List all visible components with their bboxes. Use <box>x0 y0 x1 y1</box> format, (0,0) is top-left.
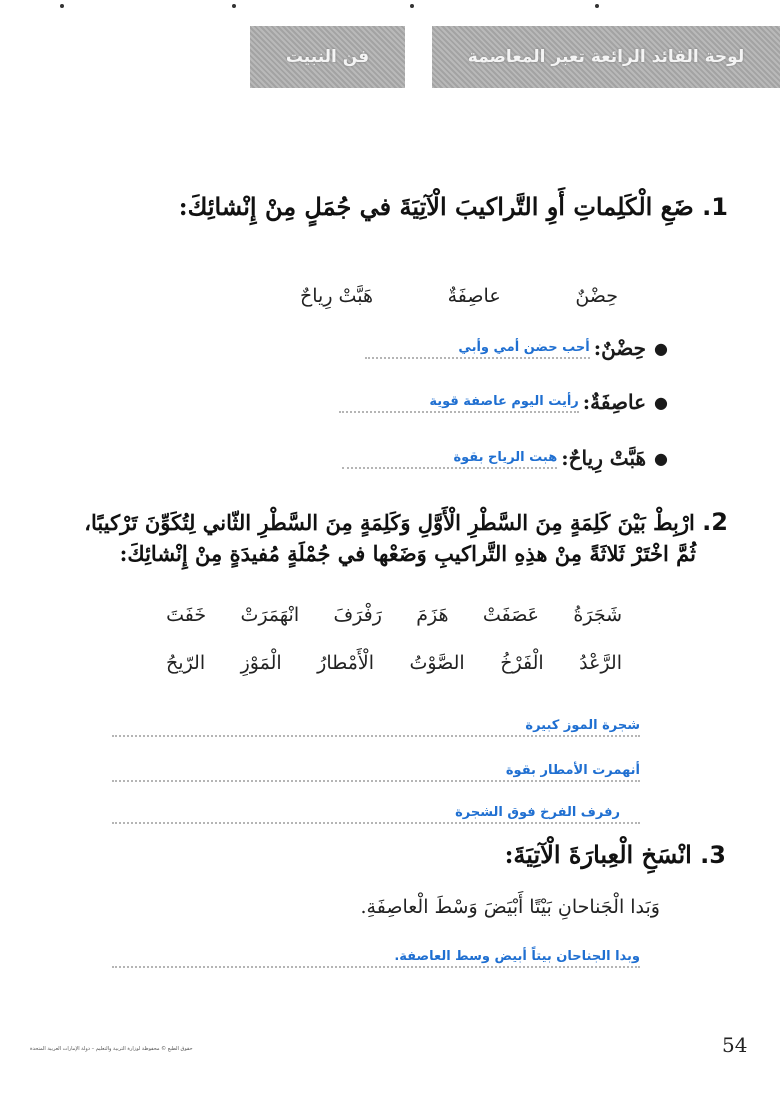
header-banner-right: لوحة القائد الرائعة تعبر المعاصمة <box>432 26 780 88</box>
q2-answer-line[interactable] <box>112 802 640 824</box>
q2-row2-word: الرّيحُ <box>166 652 206 674</box>
q2-row2-word: الْأَمْطارُ <box>317 652 374 674</box>
q2-answer: أنهمرت الأمطار بقوة <box>505 763 640 778</box>
q2-row2-word: الْفَرْخُ <box>500 652 544 674</box>
q2-title-line1 <box>84 508 728 536</box>
q2-title-text: ارْبِطْ بَيْنَ كَلِمَةٍ مِنَ السَّطْرِ الْأَوَّلِ وَكَلِمَةٍ مِنَ السَّطْرِ الثّاني لِتُكَوِّنَ تَرْكيبًا، <box>84 510 695 535</box>
q2-row1-word: رَفْرَفَ <box>333 604 382 626</box>
footer-rights: حقوق الطبع © محفوظة لوزارة التربية والتعليم – دولة الإمارات العربية المتحدة <box>30 1046 193 1052</box>
q2-row1-word: شَجَرَةُ <box>573 604 622 626</box>
q2-row2-word: الْمَوْزِ <box>240 652 282 674</box>
q2-answer-line[interactable] <box>112 760 640 782</box>
q2-row2-word: الصَّوْتُ <box>409 652 465 674</box>
q2-row1-word: عَصَفَتْ <box>482 604 540 626</box>
q1-item <box>342 446 668 470</box>
q1-answer-line[interactable] <box>365 337 590 359</box>
q1-answer: هبت الرياح بقوة <box>453 450 558 465</box>
q2-answer-line[interactable] <box>112 715 640 737</box>
scan-mark <box>595 4 599 8</box>
q1-item-label: هَبَّتْ رِياحٌ: <box>561 446 647 470</box>
q3-answer: وبدا الجناحان بيتاً أبيض وسط العاصفة. <box>394 949 640 964</box>
q2-row1-word: خَفَتَ <box>166 604 207 626</box>
q2-row2-word: الرَّعْدُ <box>579 652 622 674</box>
q2-row1-word: هَزَمَ <box>416 604 449 626</box>
q1-answer: رأيت اليوم عاصفة قوية <box>429 394 579 409</box>
q3-sentence: وَبَدا الْجَناحانِ بَيْتًا أَبْيَضَ وَسْطَ الْعاصِفَةِ. <box>360 896 660 918</box>
page-number: 54 <box>722 1033 748 1057</box>
q1-item-label: حِضْنٌ: <box>593 336 647 360</box>
q1-word: حِضْنٌ <box>575 285 618 307</box>
q1-item-label: عاصِفَةٌ: <box>582 390 647 414</box>
q2-answer: شجرة الموز كبيرة <box>525 718 640 733</box>
scan-mark <box>60 4 64 8</box>
q2-row1 <box>166 604 622 626</box>
q2-number: 2. <box>702 508 728 536</box>
scan-mark <box>232 4 236 8</box>
q1-word: هَبَّتْ رِياحٌ <box>300 285 373 307</box>
q3-title-text: انْسَخِ الْعِبارَةَ الْآتِيَةَ: <box>504 840 692 869</box>
scan-mark <box>410 4 414 8</box>
q1-word-bank <box>300 285 618 307</box>
q1-item <box>365 336 668 360</box>
q1-item <box>339 390 668 414</box>
q3-answer-line[interactable] <box>112 946 640 968</box>
bullet-icon: ● <box>654 448 668 468</box>
q1-number: 1. <box>702 193 728 221</box>
q2-title-line2: ثُمَّ اخْتَرْ ثَلاثَةً مِنْ هذِهِ التَّراكيبِ وَضَعْها في جُمْلَةٍ مُفيدَةٍ مِنْ إِنْشائِكَ: <box>119 541 696 566</box>
q1-answer-line[interactable] <box>339 391 579 413</box>
header-banner-left: فن النبيت <box>250 26 405 88</box>
q3-title <box>505 840 726 869</box>
q1-answer-line[interactable] <box>342 447 557 469</box>
bullet-icon: ● <box>654 338 668 358</box>
q1-word: عاصِفَةٌ <box>447 285 501 307</box>
q2-row1-word: انْهَمَرَتْ <box>240 604 300 626</box>
q3-number: 3. <box>700 841 726 869</box>
q2-answer: رفرف الفرخ فوق الشجرة <box>455 805 620 820</box>
q2-row2 <box>166 652 622 674</box>
q1-title <box>179 192 728 221</box>
q1-answer: أحب حضن أمي وأبي <box>458 340 590 355</box>
bullet-icon: ● <box>654 392 668 412</box>
q1-title-text: ضَعِ الْكَلِماتِ أَوِ التَّراكيبَ الْآتِيَةَ في جُمَلٍ مِنْ إِنْشائِكَ: <box>178 192 694 221</box>
